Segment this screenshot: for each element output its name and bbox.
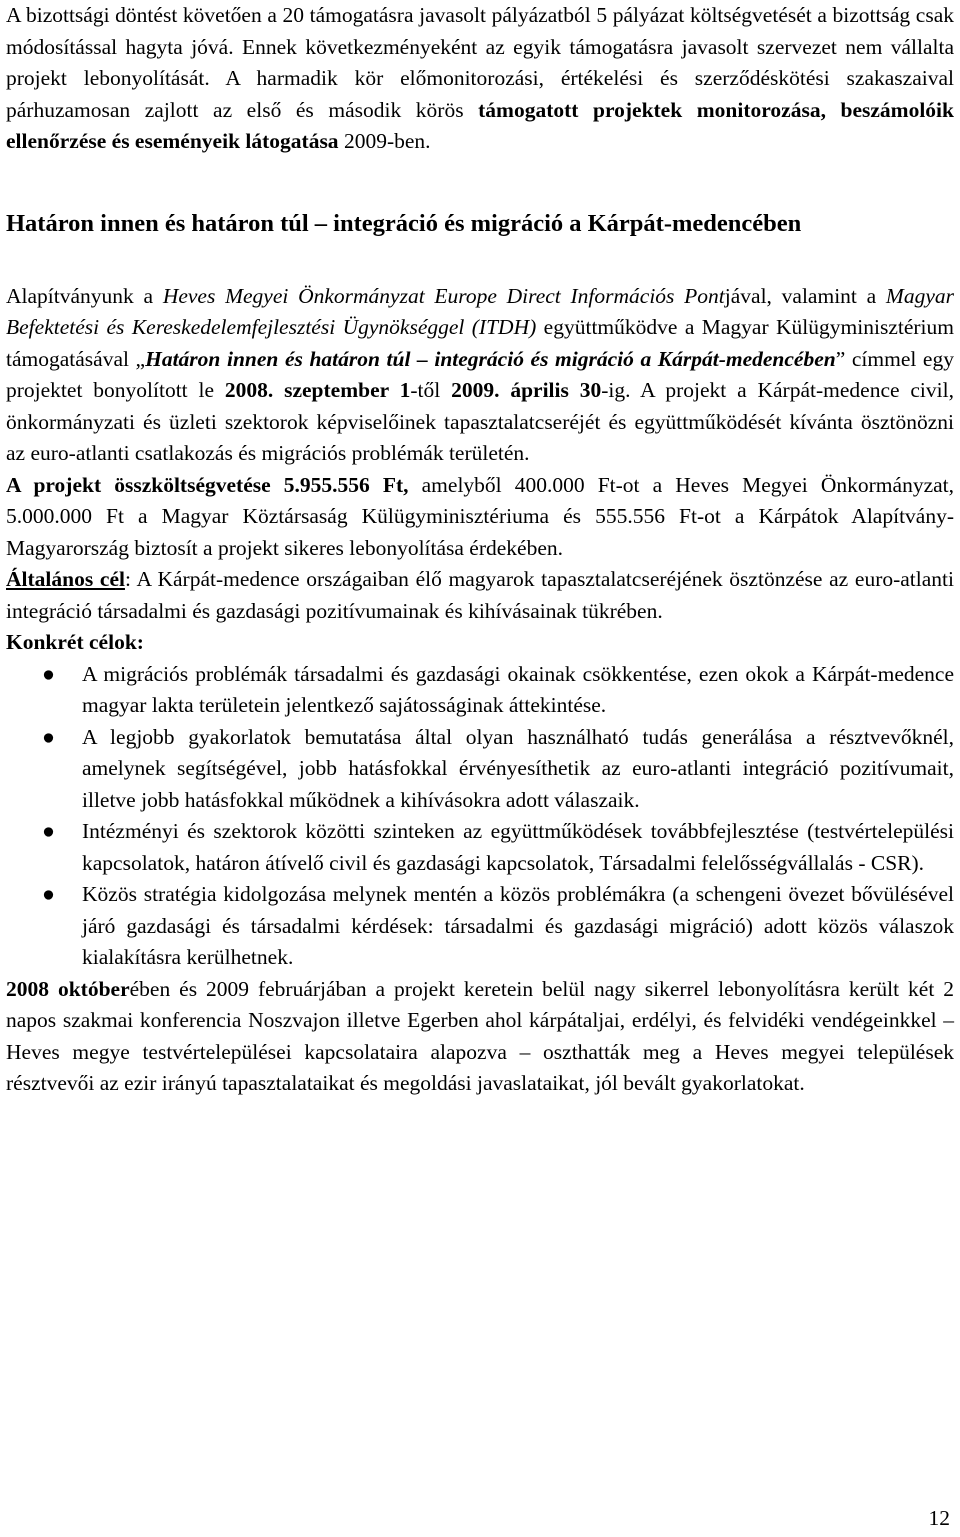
budget-text: amelyből 400.000 Ft-ot a Heves Megyei Önkormányzat, 5.000.000 Ft a Magyar Köztársaság Külügyminisztériuma és 555.556 Ft-ot a Kárpátok Alapítvány-Magyarország biztosít a projekt sikeres lebonyolítása érdekében.: [6, 472, 955, 560]
project-italic-2: Magyar Befektetési és Kereskedelemfejlesztési Ügynökséggel (ITDH): [6, 283, 954, 339]
project-text-1: Alapítványunk a: [6, 283, 163, 308]
document-page: [6, 0, 954, 1100]
list-item-text: Intézményi és szektorok közötti szinteken az együttműködések továbbfejlesztése (testvértelepülési kapcsolatok, határon átívelő civil és gazdasági kapcsolatok, Társadalmi felelősségvállalás - CSR).: [82, 819, 954, 875]
bullet-icon: ●: [42, 661, 55, 686]
project-text-2: jával, valamint a: [724, 283, 886, 308]
intro-bold-text: támogatott projektek monitorozása, beszámolóik ellenőrzése és eseményeik látogatása: [6, 97, 954, 153]
project-text-6: -ig. A projekt a Kárpát-medence civil, önkormányzati és üzleti szektorok képviselőinek tapasztalatcseréjét és együttműködését kívánta ösztönözni az euro-atlanti csatlakozás és migrációs problémák területén.: [6, 378, 954, 465]
project-text-5: -től: [410, 378, 452, 402]
list-item-text: Közös stratégia kidolgozása melynek mentén a közös problémákra (a schengeni övezet bővülésével járó gazdasági és társadalmi kérdések: társadalmi és gazdasági migráció) adott közös válaszok kialakításra kerülhetnek.: [82, 882, 954, 969]
page-number: 12: [928, 1506, 950, 1530]
intro-text-2: 2009-ben.: [338, 129, 431, 153]
project-title-inline: Határon innen és határon túl – integráció és migráció a Kárpát-medencében: [145, 346, 836, 371]
specific-goals-list: [6, 659, 954, 974]
specific-goals-label: [6, 627, 954, 659]
budget-paragraph: [6, 470, 954, 565]
project-paragraph: [6, 281, 954, 470]
intro-text-1: A bizottsági döntést követően a 20 támogatásra javasolt pályázatból 5 pályázat költségvetését a bizottság csak módosítással hagyta jóvá. Ennek következményeként az egyik támogatásra javasolt szervezet nem vállalta projekt lebonyolítását. A harmadik kör előmonitorozási, értékelési és szerződéskötési szakaszaival párhuzamosan zajlott az első és második körös: [6, 3, 954, 122]
general-goal-label: Általános cél: [6, 567, 125, 591]
bullet-icon: ●: [42, 882, 55, 906]
specific-goals-label-text: Konkrét célok:: [6, 630, 144, 654]
closing-paragraph: [6, 974, 954, 1100]
project-end-date: 2009. április 30: [451, 378, 602, 402]
closing-text: ében és 2009 februárjában a projekt keretein belül nagy sikerrel lebonyolításra került két 2 napos szakmai konferencia Noszvajon illetve Egerben ahol kárpátaljai, erdélyi, és felvidéki vendégeinkkel – Heves megye testvértelepülései kapcsolataira alapozva – oszthatták meg a Heves megyei települések résztvevői az ezir irányú tapasztalataikat és megoldási javaslataikat, jól bevált gyakorlatokat.: [6, 976, 954, 1095]
general-goal-paragraph: [6, 564, 954, 627]
list-item: [6, 659, 954, 722]
list-item: [6, 722, 954, 817]
list-item-text: A migrációs problémák társadalmi és gazdasági okainak csökkentése, ezen okok a Kárpát-medence magyar lakta területein jelentkező sajátosságinak áttekintése.: [82, 661, 954, 717]
list-item-text: A legjobb gyakorlatok bemutatása által olyan használható tudás generálása a résztvevőknél, amelynek segítségével, jobb hatásfokkal érvényesíthetik az euro-atlanti integráció pozitívumait, illetve jobb hatásfokkal működnek a kihívásokra adott válaszaik.: [82, 724, 954, 812]
closing-bold-date: 2008 október: [6, 976, 130, 1001]
bullet-icon: ●: [42, 819, 55, 843]
bullet-icon: ●: [42, 724, 55, 749]
project-text-4: ” címmel egy projektet bonyolított le: [6, 346, 954, 402]
project-text-3: együttműködve a Magyar Külügyminisztérium támogatásával „: [6, 315, 954, 371]
section-heading: Határon innen és határon túl – integráció és migráció a Kárpát-medencében: [6, 209, 802, 237]
intro-paragraph: [6, 0, 954, 158]
general-goal-text: : A Kárpát-medence országaiban élő magyarok tapasztalatcseréjének ösztönzése az euro-atlanti integráció társadalmi és gazdasági pozitívumainak és kihívásainak tükrében.: [6, 567, 954, 623]
budget-bold: A projekt összköltségvetése 5.955.556 Ft,: [6, 472, 409, 497]
list-item: [6, 816, 954, 879]
project-italic-1: Heves Megyei Önkormányzat Europe Direct Információs Pont: [162, 283, 725, 308]
list-item: [6, 879, 954, 974]
project-start-date: 2008. szeptember 1: [224, 378, 411, 402]
